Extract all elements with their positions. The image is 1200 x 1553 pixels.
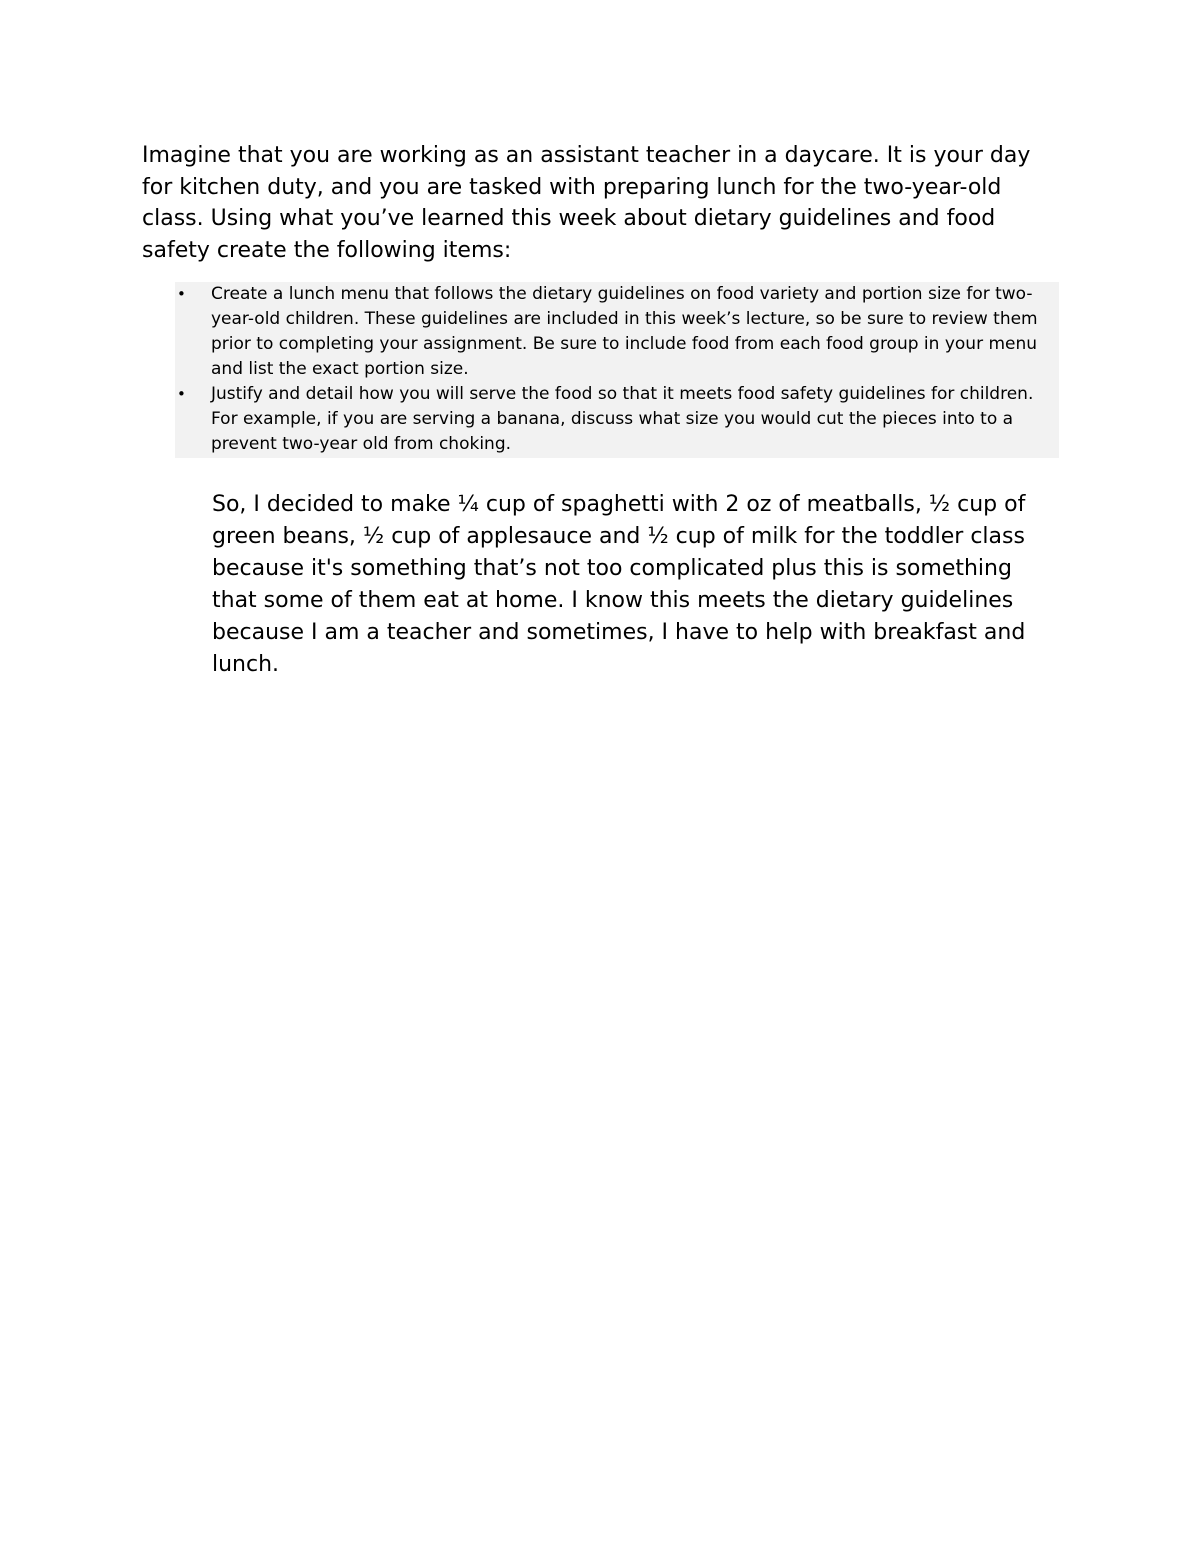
task-list-box — [175, 282, 1059, 458]
task-item-text: Create a lunch menu that follows the dietary guidelines on food variety and portion size for two-year-old children. These guidelines are included in this week’s lecture, so be sure to review them prior to completing your assignment. Be sure to include food from each food group in your menu and list the exact portion size. — [211, 284, 1038, 379]
task-item-menu — [175, 282, 1059, 382]
bullet-icon: • — [177, 385, 186, 403]
intro-paragraph: Imagine that you are working as an assistant teacher in a daycare. It is your day for kitchen duty, and you are tasked with preparing lunch for the two-year-old class. Using what you’ve learned this week about dietary guidelines and food safety create the following items: — [142, 143, 1031, 263]
task-item-food-safety — [175, 382, 1059, 457]
answer-paragraph: So, I decided to make ¼ cup of spaghetti with 2 oz of meatballs, ½ cup of green beans, ½ cup of applesauce and ½ cup of milk for the toddler class because it's something that’s not too complicated plus this is something that some of them eat at home. I know this meets the dietary guidelines because I am a teacher and sometimes, I have to help with breakfast and lunch. — [212, 492, 1026, 677]
bullet-icon: • — [177, 285, 186, 303]
task-list — [175, 282, 1059, 457]
task-item-text: Justify and detail how you will serve the food so that it meets food safety guidelines for children. For example, if you are serving a banana, discuss what size you would cut the pieces into to a prevent two-year old from choking. — [211, 384, 1034, 454]
